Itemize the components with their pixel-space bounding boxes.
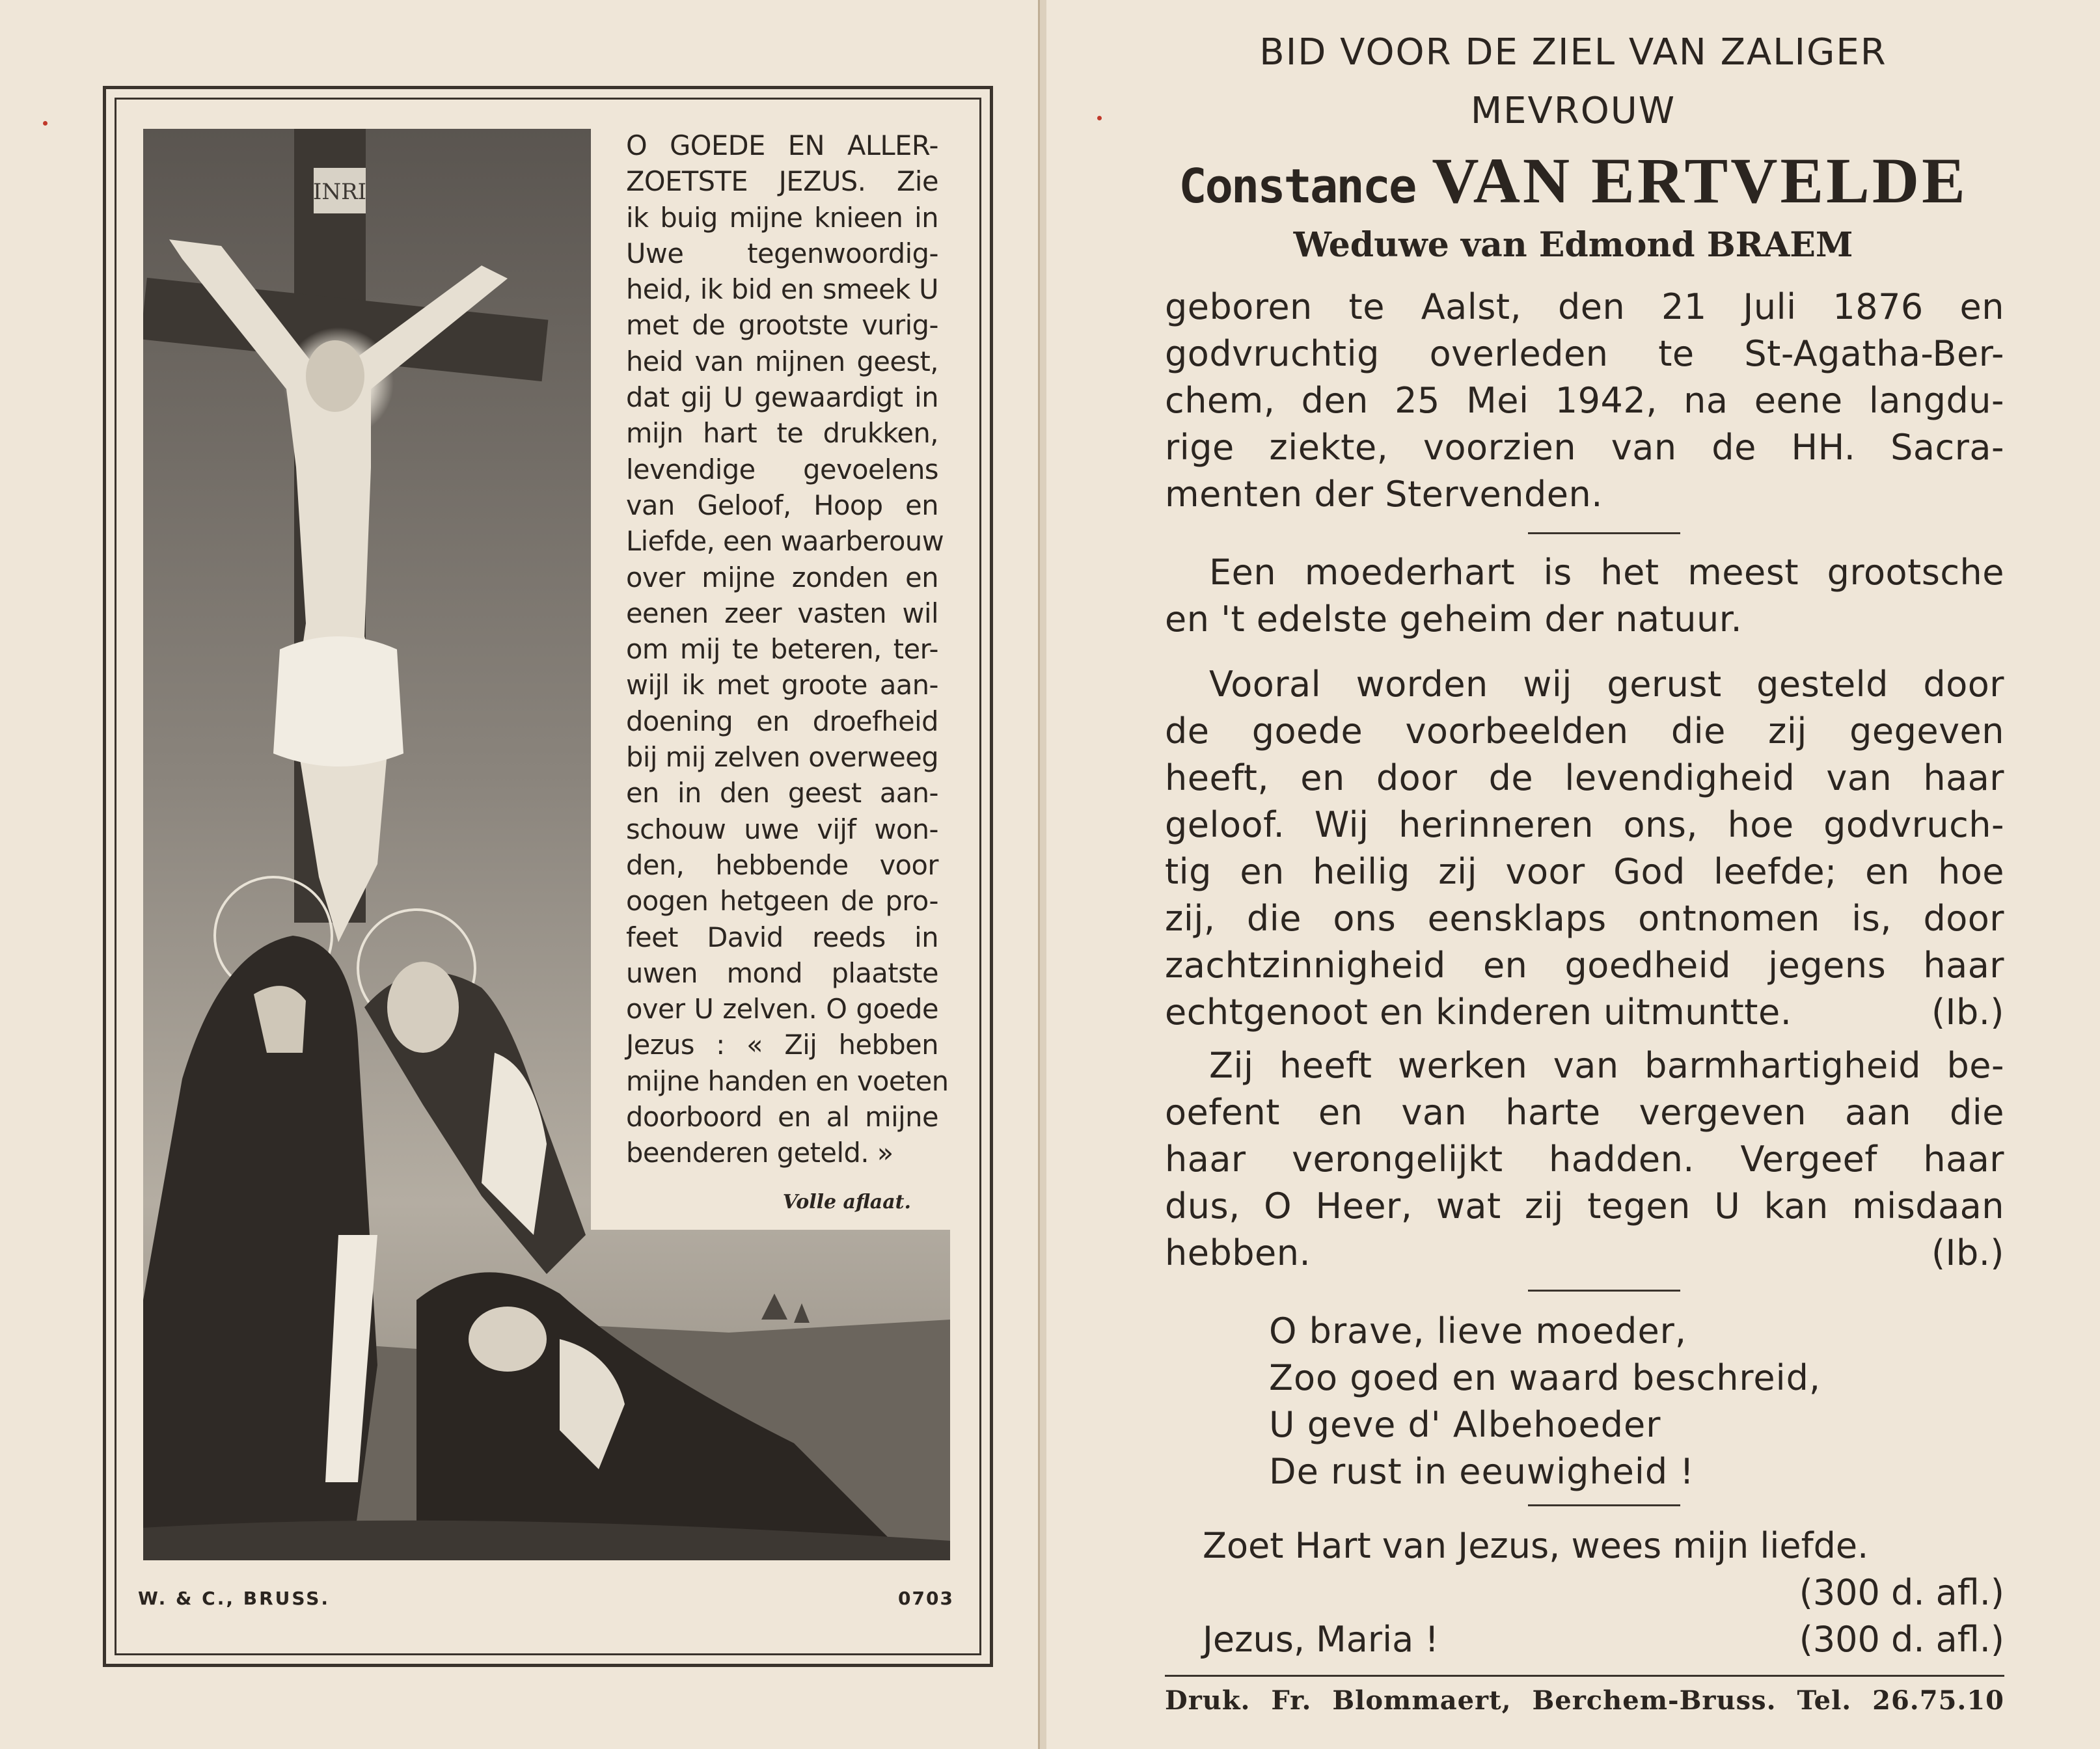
quote-line: tig en heilig zij voor God leefde; en hoe: [1165, 851, 2004, 892]
prayer-line: over mijne zonden en: [626, 561, 938, 593]
printer-word: 26.75.10: [1872, 1685, 2004, 1716]
quote-line: heeft, en door de levendigheid van haar: [1165, 757, 2004, 798]
prayer-line: feet David reeds in: [626, 921, 938, 953]
quote-last-line: echtgenoot en kinderen uitmuntte.: [1165, 992, 1792, 1033]
printer-word: Druk.: [1165, 1685, 1251, 1716]
bio-line: chem, den 25 Mei 1942, na eene langdu-: [1165, 380, 2004, 421]
prayer-line: beenderen geteld. »: [626, 1137, 893, 1169]
poem-line: U geve d' Albehoeder: [1269, 1404, 1661, 1445]
quote-line: dus, O Heer, wat zij tegen U kan misdaan: [1165, 1186, 2004, 1227]
quote-reference: (Ib.): [1931, 992, 2004, 1033]
prayer-line: den, hebbende voor: [626, 848, 938, 881]
quote-line: zij, die ons eensklaps ontnomen is, door: [1165, 898, 2004, 939]
prayer-line: levendige gevoelens: [626, 453, 938, 485]
red-dot-mark: [43, 121, 48, 126]
first-name: Constance: [1179, 159, 1415, 213]
prayer-line: O GOEDE EN ALLER-: [626, 129, 938, 161]
poem-line: De rust in eeuwigheid !: [1269, 1451, 1695, 1492]
printer-word: Fr.: [1271, 1685, 1312, 1716]
prayer-line: om mij te beteren, ter-: [626, 633, 938, 666]
printer-imprint-left: W. & C., BRUSS.: [138, 1588, 331, 1609]
card-code: 0703: [898, 1588, 954, 1609]
prayer-line: Jezus : « Zij hebben: [626, 1029, 938, 1061]
quote-line: zachtzinnigheid en goedheid jegens haar: [1165, 945, 2004, 986]
prayer-line: Uwe tegenwoordig-: [626, 237, 938, 269]
quote-line-with-ref: [1165, 1232, 2004, 1273]
prayer-line: heid van mijnen geest,: [626, 345, 938, 377]
prayer-line: mijn hart te drukken,: [626, 417, 938, 450]
quote-line: Zij heeft werken van barmhartigheid be-: [1209, 1045, 2004, 1086]
prayer-line: bij mij zelven overweeg: [626, 741, 939, 774]
aspiration-text: Zoet Hart van Jezus, wees mijn liefde.: [1203, 1525, 1869, 1566]
quote-reference: (Ib.): [1931, 1232, 2004, 1273]
prayer-line: Liefde, een waarberouw: [626, 525, 944, 558]
quote-line: geloof. Wij herinneren ons, hoe godvruch-: [1165, 804, 2004, 845]
footer-rule: [1165, 1675, 2004, 1677]
divider-rule: [1528, 1290, 1680, 1292]
indulgence-note: Volle aflaat.: [782, 1191, 911, 1213]
quote-line-with-ref: [1165, 992, 2004, 1033]
prayer-line: van Geloof, Hoop en: [626, 489, 938, 521]
prayer-line: doorboord en al mijne: [626, 1101, 938, 1133]
aspiration-indulgence: (300 d. afl.): [1799, 1572, 2004, 1613]
last-name: VAN ERTVELDE: [1432, 144, 1968, 217]
quote-line: Een moederhart is het meest grootsche: [1209, 552, 2004, 593]
widow-of: Weduwe van Edmond BRAEM: [1293, 225, 1853, 265]
prayer-line: dat gij U gewaardigt in: [626, 381, 938, 414]
prayer-text: [626, 128, 949, 1171]
poem-line: Zoo goed en waard beschreid,: [1269, 1357, 1821, 1398]
prayer-line: ik buig mijne knieen in: [626, 201, 938, 234]
prayer-line: doening en droefheid: [626, 705, 938, 737]
prayer-line: eenen zeer vasten wil: [626, 597, 938, 629]
prayer-line: ZOETSTE JEZUS. Zie: [626, 165, 938, 198]
heading-title: MEVROUW: [1470, 90, 1676, 132]
aspiration-line: [1203, 1619, 2004, 1660]
quote-line: haar verongelijkt hadden. Vergeef haar: [1165, 1139, 2004, 1180]
deceased-name: [1046, 143, 2100, 218]
prayer-line: en in den geest aan-: [626, 777, 938, 809]
poem-line: O brave, lieve moeder,: [1269, 1310, 1687, 1351]
quote-line: en 't edelste geheim der natuur.: [1165, 599, 1743, 640]
aspiration-indulgence: (300 d. afl.): [1799, 1619, 2004, 1660]
bio-line: menten der Stervenden.: [1165, 474, 1603, 515]
aspiration-line: [1203, 1525, 2004, 1566]
bio-line: rige ziekte, voorzien van de HH. Sacra-: [1165, 427, 2004, 468]
prayer-line: mijne handen en voeten: [626, 1064, 949, 1097]
prayer-line: wijl ik met groote aan-: [626, 669, 938, 701]
prayer-line: uwen mond plaatste: [626, 956, 938, 989]
prayer-line: met de grootste vurig-: [626, 309, 938, 342]
divider-rule: [1528, 532, 1680, 534]
printer-word: Blommaert,: [1332, 1685, 1512, 1716]
quote-last-line: hebben.: [1165, 1232, 1311, 1273]
prayer-line: over U zelven. O goede: [626, 993, 938, 1025]
prayer-line: oogen hetgeen de pro-: [626, 885, 938, 917]
bio-line: godvruchtig overleden te St-Agatha-Ber-: [1165, 333, 2004, 374]
quote-line: oefent en van harte vergeven aan die: [1165, 1092, 2004, 1133]
printer-word: Tel.: [1797, 1685, 1852, 1716]
aspiration-text: Jezus, Maria !: [1203, 1619, 1439, 1660]
heading-pray: BID VOOR DE ZIEL VAN ZALIGER: [1259, 31, 1887, 74]
quote-line: de goede voorbeelden die zij gegeven: [1165, 711, 2004, 752]
bio-line: geboren te Aalst, den 21 Juli 1876 en: [1165, 286, 2004, 327]
prayer-line: schouw uwe vijf won-: [626, 813, 938, 845]
quote-line: Vooral worden wij gerust gesteld door: [1209, 664, 2004, 705]
printer-imprint-right: [1165, 1685, 2004, 1716]
prayer-line: heid, ik bid en smeek U: [626, 273, 938, 306]
inri-text: INRI: [312, 179, 367, 205]
divider-rule: [1528, 1504, 1680, 1506]
printer-word: Berchem-Bruss.: [1532, 1685, 1777, 1716]
